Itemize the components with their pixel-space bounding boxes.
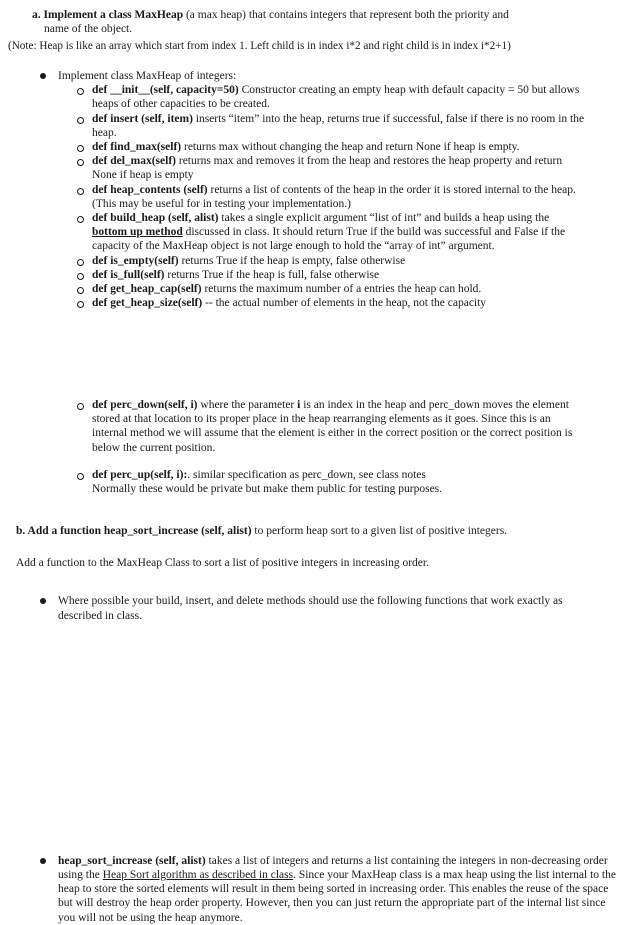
perc-up-item [76,468,588,496]
method-desc: inserts “item” into the heap, returns true if successful, false if there is no room in the heap. [92,112,585,139]
method-sig: def build_heap (self, alist) [92,212,219,225]
perc-down-desc-rest: is an index in the heap and perc_down moves the element stored at that location to its proper place in the heap rearranging elements as it goes. Since this is an internal method we will assume that the element is either in the correct position or the correct position is below the current position. [92,399,573,454]
bottom-up-method-link: bottom up method [92,226,183,239]
method-item-heap-contents [76,183,586,211]
method-desc: returns the maximum number of a entries the heap can hold. [201,283,482,296]
heap-sort-desc: takes a list of integers and returns a list containing the integers in non-decreasing order using the [58,854,608,882]
method-sig: def find_max(self) [92,141,182,154]
method-item-is-full [76,268,586,282]
perc-down-item [76,398,588,455]
method-desc: takes a single explicit argument “list of int” and builds a heap using the [218,212,550,225]
heap-note: (Note: Heap is like an array which start from index 1. Left child is in index i*2 and right child is in index i*2+1) [8,40,511,52]
method-desc: returns a list of contents of the heap in the order it is stored internal to the heap. (This may be useful for in testing your implementation.) [92,183,576,210]
part-b-heading [16,524,624,538]
perc-list [76,398,588,496]
method-desc: discussed in class. It should return True if the build was successful and False if the capacity of the MaxHeap object is not large enough to hold the “array of int” argument. [92,226,566,253]
implement-bullet [40,69,614,310]
perc-up-desc: . similar specification as perc_down, see class notes [187,468,426,481]
heap-sort-algorithm-link: Heap Sort algorithm as described in class [102,869,294,882]
part-a-heading [32,8,592,36]
where-possible-bullet [40,594,598,622]
method-item-init [76,83,586,111]
method-desc: returns max without changing the heap and return None if heap is empty. [181,141,520,154]
heap-sort-bullet [40,854,618,925]
method-sig: def get_heap_size(self) [92,297,203,310]
method-sig: def __init__(self, capacity=50) [92,84,239,97]
part-b-title: b. Add a function heap_sort_increase (self, alist) [16,525,252,537]
method-item-get-heap-cap [76,282,586,296]
method-item-get-heap-size [76,296,586,310]
perc-down-param: i [297,399,301,411]
perc-down-sig: def perc_down(self, i) [92,399,198,411]
method-item-insert [76,112,586,140]
method-desc: returns True if the heap is full, false otherwise [164,268,380,281]
heap-sort-desc-rest: . Since your MaxHeap class is a max heap using the list internal to the heap to store the sorted elements will result in them being sorted in increasing order. This enables the reuse of the space but will destroy the heap order property. However, then you can just return the appropriate part of the internal list since you will not be using the heap anymore. [58,869,616,924]
method-sig: def get_heap_cap(self) [92,283,202,296]
method-desc: returns max and removes it from the heap and restores the heap property and return None if heap is empty [92,155,563,182]
method-item-is-empty [76,254,586,268]
method-desc: Constructor creating an empty heap with default capacity = 50 but allows heaps of other capacities to be created. [92,84,580,111]
method-item-build-heap [76,211,586,254]
method-sig: def heap_contents (self) [92,183,208,196]
part-b-title-rest: to perform heap sort to a given list of positive integers. [251,525,508,537]
part-a-title-line2: name of the object. [44,23,133,36]
method-sig: def del_max(self) [92,155,176,168]
method-item-find-max [76,140,586,154]
perc-up-note: Normally these would be private but make them public for testing purposes. [92,483,443,496]
part-b-add-line: Add a function to the MaxHeap Class to sort a list of positive integers in increasing order. [16,557,429,569]
method-sig: def is_full(self) [92,268,165,281]
implement-intro: Implement class MaxHeap of integers: [58,70,237,82]
where-possible-text: Where possible your build, insert, and delete methods should use the following functions that work exactly as described in class. [58,595,563,622]
perc-up-sig: def perc_up(self, i): [92,468,188,481]
part-a-title: a. Implement a class MaxHeap [32,9,184,21]
perc-down-desc: where the parameter [197,399,298,411]
method-sig: def is_empty(self) [92,254,179,267]
method-desc: returns True if the heap is empty, false otherwise [178,254,406,267]
method-sig: def insert (self, item) [92,112,193,125]
part-a-title-rest: (a max heap) that contains integers that represent both the priority and [185,9,509,21]
method-item-del-max [76,154,586,182]
heap-sort-sig: heap_sort_increase (self, alist) [58,854,206,867]
method-desc: -- the actual number of elements in the heap, not the capacity [202,297,487,310]
method-list [76,83,586,310]
